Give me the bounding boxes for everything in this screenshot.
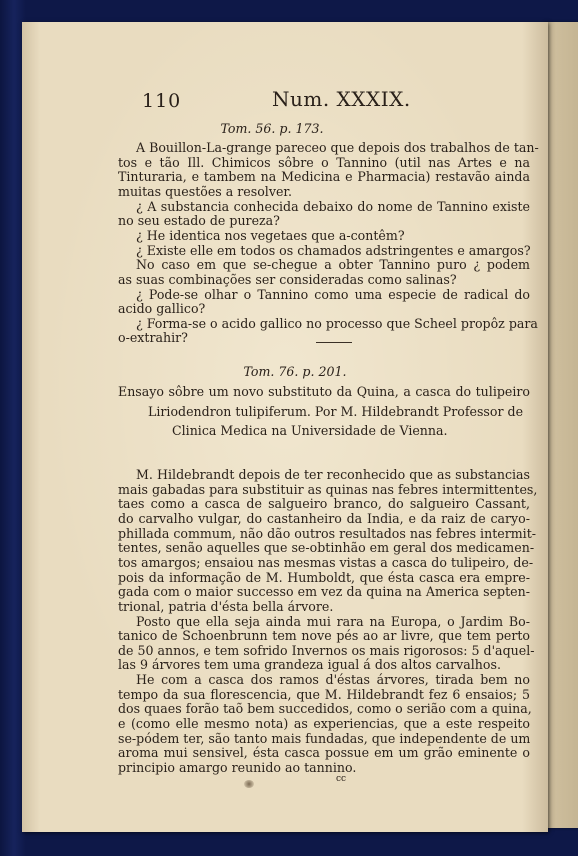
text-line: o-extrahir? [118,330,188,346]
text-line: He com a casca dos ramos d'éstas árvores, tirada bem no [136,672,530,688]
page-number: 110 [142,90,182,112]
text-line: mais gabadas para substituir as quinas nas febres intermittentes, [118,481,538,497]
text-line: principio amargo reunido ao tannino. [118,760,357,775]
text-line: taes como a casca de salgueiro branco, do salgueiro Cassant, [118,496,530,512]
text-line: tempo da sua florescencia, que M. Hildebrandt fez 6 ensaios; 5 [118,686,530,702]
text-line: pois da informação de M. Humboldt, que ésta casca era empre- [118,569,530,585]
text-line: acido gallico? [118,301,206,317]
text-line: aroma mui sensivel, ésta casca possue em um grão eminente o [118,745,530,761]
text-line: phillada commum, não dão outros resultados nas febres intermit- [118,525,537,541]
section1-reference: Tom. 56. p. 173. [220,121,324,136]
running-head: Num. XXXIX. [272,87,411,111]
text-line: ¿ He identica nos vegetaes que a-contêm? [136,227,405,243]
section-divider [316,342,352,343]
section2-reference: Tom. 76. p. 201. [243,364,347,379]
book-page [22,22,548,832]
text-line: gada com o maior successo em vez da quina na America septen- [118,584,530,600]
text-line: e (como elle mesmo nota) as experiencias, que a este respeito [118,716,530,732]
text-line: tanico de Schoenbrunn tem nove pés ao ar livre, que tem perto [118,628,530,644]
article-title-line: Liriodendron tulipiferum. Por M. Hildebrandt Professor de [148,403,524,419]
text-line: dos quaes forão taõ bem succedidos, como o serião com a quina, [118,701,532,717]
catchword: cc [336,774,347,784]
text-line: se-pódem ter, são tanto mais fundadas, que independente de um [118,730,531,746]
text-line: las 9 árvores tem uma grandeza igual á dos altos carvalhos. [118,657,501,673]
text-line: M. Hildebrandt depois de ter reconhecido que as substancias [136,467,530,482]
text-line: ¿ Forma-se o acido gallico no processo que Scheel propôz para [136,315,538,331]
ink-blot [244,780,254,788]
text-line: trional, patria d'ésta bella árvore. [118,598,334,614]
text-line: ¿ Pode-se olhar o Tannino como uma especie de radical do [136,286,530,302]
text-line: A Bouillon-La-grange pareceo que depois dos trabalhos de tan- [136,140,539,155]
facing-page-edge [546,22,578,828]
article-title-line: Clinica Medica na Universidade de Vienna. [172,423,448,438]
text-line: Tinturaria, e tambem na Medicina e Pharmacia) restavão ainda [118,169,530,185]
text-line: ¿ A substancia conhecida debaixo do nome de Tannino existe [136,198,530,214]
text-line: as suas combinações ser consideradas como salinas? [118,271,457,287]
text-line: tentes, senão aquelles que se-obtinhão em geral dos medicamen- [118,540,535,556]
text-line: no seu estado de pureza? [118,213,280,229]
text-line: ¿ Existe elle em todos os chamados adstringentes e amargos? [136,242,531,258]
text-line: Posto que ella seja ainda mui rara na Europa, o Jardim Bo- [136,613,530,629]
text-line: muitas questões a resolver. [118,183,293,199]
text-line: No caso em que se-chegue a obter Tannino puro ¿ podem [136,257,530,273]
text-line: de 50 annos, e tem sofrido Invernos os mais rigorosos: 5 d'aquel- [118,642,535,658]
text-line: tos e tão Ill. Chimicos sôbre o Tannino (util nas Artes e na [118,154,530,170]
text-line: tos amargos; ensaiou nas mesmas vistas a casca do tulipeiro, de- [118,554,534,570]
article-title-line: Ensayo sôbre um novo substituto da Quina, a casca do tulipeiro [118,384,530,399]
text-line: do carvalho vulgar, do castanheiro da India, e da raiz de caryo- [118,510,530,526]
